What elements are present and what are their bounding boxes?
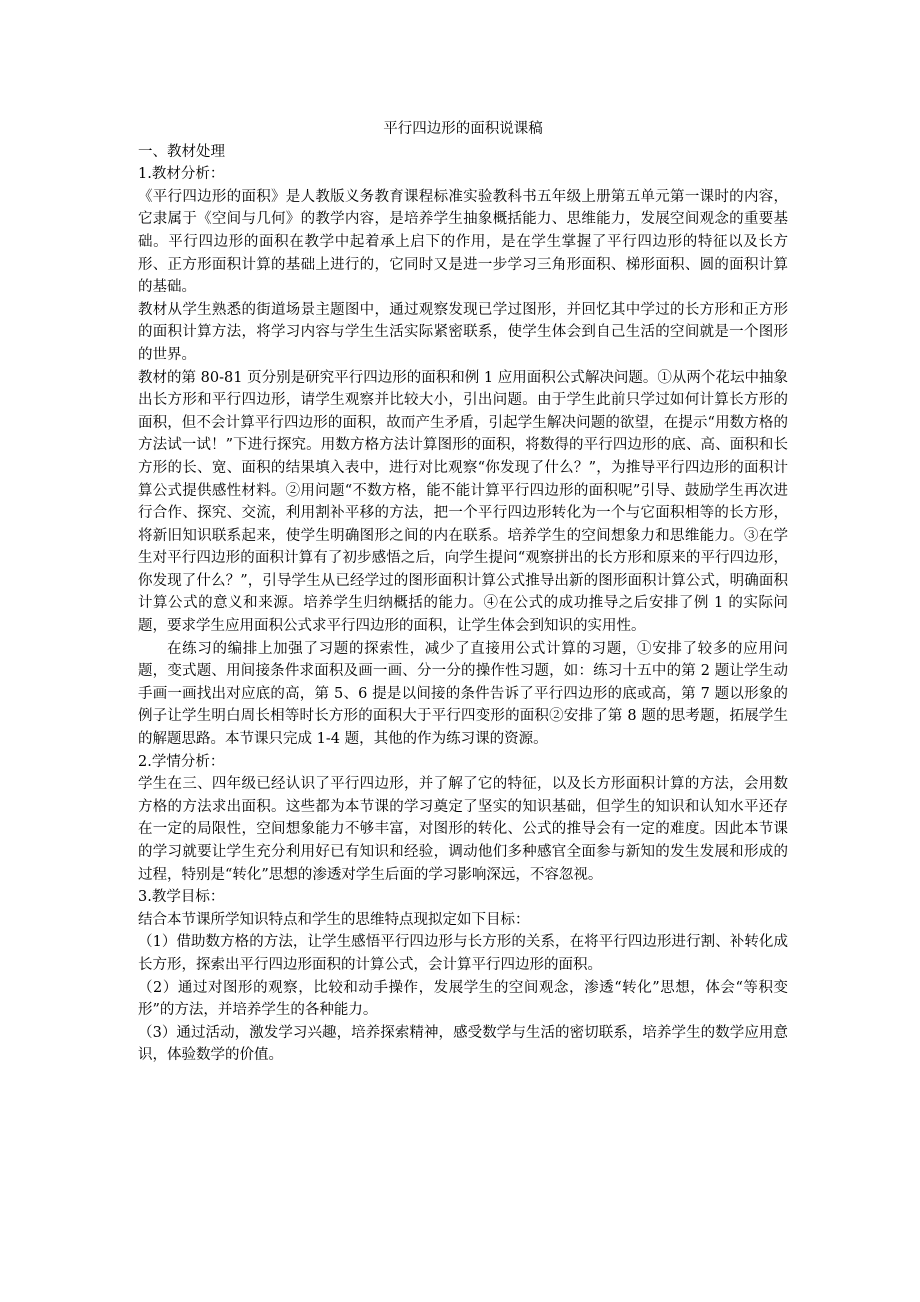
subheading-student-analysis: 2.学情分析： xyxy=(138,753,225,770)
paragraph-intro: 《平行四边形的面积》是人教版义务教育课程标准实验教科书五年级上册第五单元第一课时的内容，它隶属于《空间与几何》的教学内容，是培养学生抽象概括能力、思维能力，发展空间观念的重要基础。平行四边形的面积在教学中起着承上启下的作用，是在学生掌握了平行四边形的特征以及长方形、正方形面积计算的基础上进行的，它同时又是进一步学习三角形面积、梯形面积、圆的面积计算的基础。 xyxy=(138,188,788,296)
goal-item-3: （3）通过活动，激发学习兴趣，培养探索精神，感受数学与生活的密切联系，培养学生的数学应用意识，体验数学的价值。 xyxy=(138,1024,788,1064)
goal-item-1: （1）借助数方格的方法，让学生感悟平行四边形与长方形的关系，在将平行四边形进行割、补转化成长方形，探索出平行四边形面积的计算公式，会计算平行四边形的面积。 xyxy=(138,934,788,973)
section-heading-textbook: 一、教材处理 xyxy=(138,143,225,160)
paragraph-goals-intro: 结合本节课所学知识特点和学生的思维特点现拟定如下目标： xyxy=(138,911,530,928)
subheading-teaching-goals: 3.教学目标： xyxy=(138,889,225,906)
goal-item-2: （2）通过对图形的观察，比较和动手操作，发展学生的空间观念，渗透“转化”思想，体会“等积变形”的方法，并培养学生的各种能力。 xyxy=(138,979,788,1019)
paragraph-students: 学生在三、四年级已经认识了平行四边形，并了解了它的特征，以及长方形面积计算的方法，会用数方格的方法求出面积。这些都为本节课的学习奠定了坚实的知识基础，但学生的知识和认知水平还存在一定的局限性，空间想象能力不够丰富，对图形的转化、公式的推导会有一定的难度。因此本节课的学习就要让学生充分利用好已有知识和经验，调动他们多种感官全面参与新知的发生发展和形成的过程，特别是“转化”思想的渗透对学生后面的学习影响深远，不容忽视。 xyxy=(138,776,788,883)
paragraph-scene: 教材从学生熟悉的街道场景主题图中，通过观察发现已学过图形，并回忆其中学过的长方形和正方形的面积计算方法，将学习内容与学生生活实际紧密联系，使学生体会到自己生活的空间就是一个图形的世界。 xyxy=(138,301,788,363)
subheading-textbook-analysis: 1.教材分析： xyxy=(138,166,225,183)
paragraph-exercises: 在练习的编排上加强了习题的探索性，减少了直接用公式计算的习题，①安排了较多的应用问题，变式题、用间接条件求面积及画一画、分一分的操作性习题，如：练习十五中的第 2 题让学生动手画一画找出对应底的高，第 5、6 提是以间接的条件告诉了平行四边形的底或高，第 7 题以形象的例子让学生明白周长相等时长方形的面积大于平行四变形的面积②安排了第 8 题的思考题，拓展学生的解题思路。本节课只完成 1-4 题，其他的作为练习课的资源。 xyxy=(138,640,788,748)
document-page xyxy=(138,118,788,1067)
document-title: 平行四边形的面积说课稿 xyxy=(383,121,543,137)
paragraph-pages: 教材的第 80-81 页分别是研究平行四边形的面积和例 1 应用面积公式解决问题。①从两个花坛中抽象出长方形和平行四边形，请学生观察并比较大小，引出问题。由于学生此前只学过如何计算长方形的面积，但不会计算平行四边形的面积，故而产生矛盾，引起学生解决问题的欲望，在提示“用数方格的方法试一试！”下进行探究。用数方格方法计算图形的面积，将数得的平行四边形的底、高、面积和长方形的长、宽、面积的结果填入表中，进行对比观察“你发现了什么？”，为推导平行四边形的面积计算公式提供感性材料。②用问题“不数方格，能不能计算平行四边形的面积呢”引导、鼓励学生再次进行合作、探究、交流，利用割补平移的方法，把一个平行四边形转化为一个与它面积相等的长方形，将新旧知识联系起来，使学生明确图形之间的内在联系。培养学生的空间想象力和思维能力。③在学生对平行四边形的面积计算有了初步感悟之后，向学生提问“观察拼出的长方形和原来的平行四边形，你发现了什么？”，引导学生从已经学过的图形面积计算公式推导出新的图形面积计算公式，明确面积计算公式的意义和来源。培养学生归纳概括的能力。④在公式的成功推导之后安排了例 1 的实际问题，要求学生应用面积公式求平行四边形的面积，让学生体会到知识的实用性。 xyxy=(138,369,788,635)
